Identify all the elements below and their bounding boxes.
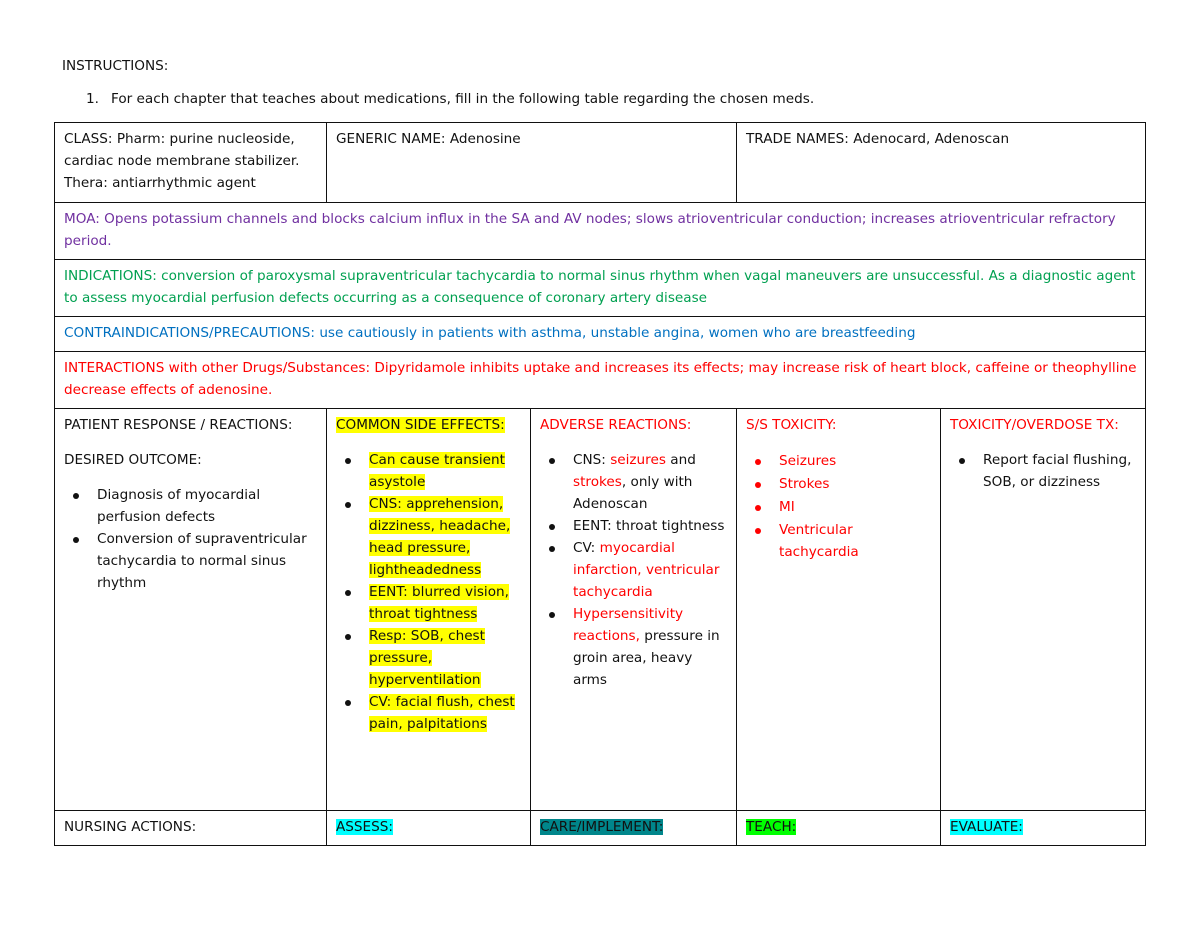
adverse-cns-mid: and	[665, 452, 696, 468]
trade-names: TRADE NAMES: Adenocard, Adenoscan	[746, 131, 1010, 147]
adverse-hypersensitivity: Hypersensitivity reactions,	[573, 606, 684, 644]
instruction-text: For each chapter that teaches about medications, fill in the following table regarding the chosen meds.	[111, 91, 815, 107]
list-item: Strokes	[746, 473, 932, 495]
list-item: Ventricular tachycardia	[746, 519, 932, 563]
list-item	[540, 603, 728, 691]
toxicity-list	[746, 450, 932, 563]
patient-response-header: PATIENT RESPONSE / REACTIONS:	[64, 417, 293, 433]
assess-cell	[326, 810, 530, 845]
adverse-hyper-suffix: pressure in groin area, heavy arms	[573, 628, 720, 688]
adverse-cns-suffix: , only with Adenoscan	[573, 474, 693, 512]
adverse-strokes: strokes	[573, 474, 622, 490]
contraindications-text: use cautiously in patients with asthma, unstable angina, women who are breastfeeding	[315, 325, 916, 341]
overdose-header: TOXICITY/OVERDOSE TX:	[950, 417, 1119, 433]
class-cell	[54, 122, 326, 202]
desired-outcome-label: DESIRED OUTCOME:	[64, 452, 202, 468]
list-item: Report facial flushing, SOB, or dizziness	[950, 449, 1137, 493]
moa-cell	[54, 202, 1145, 259]
side-effect-text: Resp: SOB, chest pressure, hyperventilation	[369, 628, 485, 688]
list-item: MI	[746, 496, 932, 518]
side-effect-text: EENT: blurred vision, throat tightness	[369, 584, 509, 622]
nursing-actions-cell	[54, 810, 326, 845]
list-item	[336, 449, 522, 493]
evaluate-cell	[940, 810, 1145, 845]
class-line: cardiac node membrane stabilizer.	[64, 153, 300, 169]
side-effects-list	[336, 449, 522, 735]
list-item: Conversion of supraventricular tachycardia to normal sinus rhythm	[64, 528, 318, 594]
toxicity-header: S/S TOXICITY:	[746, 417, 837, 433]
desired-outcome-list	[64, 484, 318, 594]
list-item	[336, 691, 522, 735]
assess-label: ASSESS:	[336, 819, 393, 835]
teach-cell	[736, 810, 940, 845]
overdose-cell	[940, 408, 1145, 810]
adverse-cv-text: myocardial infarction, ventricular tachycardia	[573, 540, 720, 600]
contraindications-label: CONTRAINDICATIONS/PRECAUTIONS:	[64, 325, 315, 341]
teach-label: TEACH:	[746, 819, 797, 835]
adverse-cns-prefix: CNS:	[573, 452, 611, 468]
generic-name-cell	[326, 122, 736, 202]
instruction-item	[86, 91, 814, 107]
overdose-list	[950, 449, 1137, 493]
side-effects-cell	[326, 408, 530, 810]
interactions-text: INTERACTIONS with other Drugs/Substances: Dipyridamole inhibits uptake and increases its effects; may increase risk of heart block, caffeine or theophylline decrease effects of adenosine.	[64, 360, 1137, 398]
list-item: EENT: throat tightness	[540, 515, 728, 537]
list-item	[336, 581, 522, 625]
list-item: Diagnosis of myocardial perfusion defects	[64, 484, 318, 528]
adverse-reactions-cell	[530, 408, 736, 810]
interactions-cell	[54, 351, 1145, 408]
list-item: Seizures	[746, 450, 932, 472]
class-line: CLASS: Pharm: purine nucleoside,	[64, 131, 295, 147]
list-item	[336, 493, 522, 581]
moa-text: MOA: Opens potassium channels and blocks calcium influx in the SA and AV nodes; slows atrioventricular conduction; increases atrioventricular refractory period.	[64, 211, 1116, 249]
adverse-seizures: seizures	[610, 452, 666, 468]
indications-text: INDICATIONS: conversion of paroxysmal supraventricular tachycardia to normal sinus rhythm when vagal maneuvers are unsuccessful. As a diagnostic agent to assess myocardial perfusion defects occurring as a consequence of coronary artery disease	[64, 268, 1136, 306]
trade-names-cell	[736, 122, 1145, 202]
class-line: Thera: antiarrhythmic agent	[64, 175, 256, 191]
generic-name: GENERIC NAME: Adenosine	[336, 131, 521, 147]
adverse-reactions-list	[540, 449, 728, 691]
instructions-title: INSTRUCTIONS:	[62, 58, 169, 74]
care-cell	[530, 810, 736, 845]
adverse-cv-prefix: CV:	[573, 540, 600, 556]
medication-table	[54, 122, 1146, 846]
instruction-number: 1.	[86, 91, 99, 107]
side-effects-header: COMMON SIDE EFFECTS:	[336, 417, 505, 433]
patient-response-cell	[54, 408, 326, 810]
list-item	[540, 537, 728, 603]
list-item	[540, 449, 728, 515]
indications-cell	[54, 259, 1145, 316]
adverse-reactions-header: ADVERSE REACTIONS:	[540, 417, 692, 433]
side-effect-text: CV: facial flush, chest pain, palpitations	[369, 694, 515, 732]
care-label: CARE/IMPLEMENT:	[540, 819, 664, 835]
nursing-actions-label: NURSING ACTIONS:	[64, 819, 197, 835]
evaluate-label: EVALUATE:	[950, 819, 1023, 835]
contraindications-cell	[54, 316, 1145, 351]
side-effect-text: Can cause transient asystole	[369, 452, 505, 490]
list-item	[336, 625, 522, 691]
side-effect-text: CNS: apprehension, dizziness, headache, head pressure, lightheadedness	[369, 496, 511, 578]
toxicity-cell	[736, 408, 940, 810]
